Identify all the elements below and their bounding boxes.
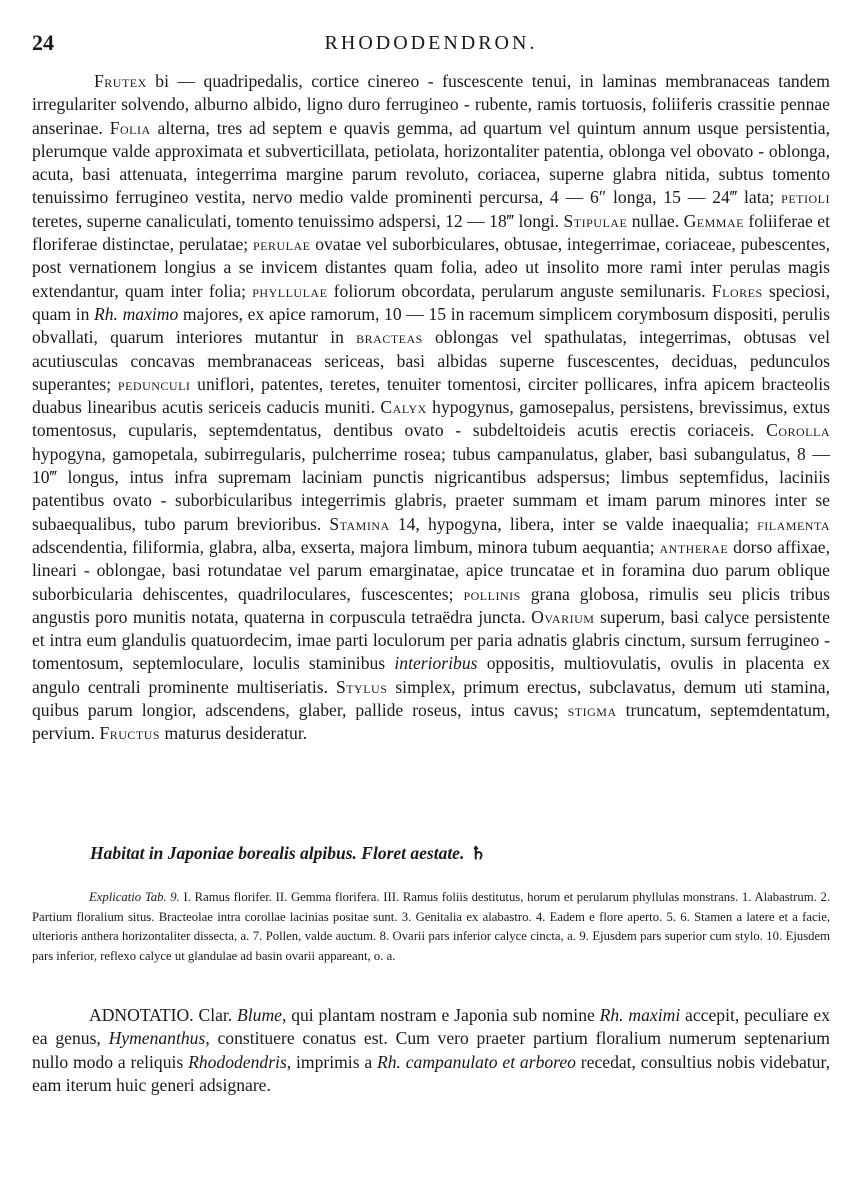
text-segment: grana globosa, rimulis seu plicis tribus angustis poro munitis notata, quaterna in corpuscula tetraëdra juncta. [32, 583, 831, 627]
species-reference: Rh. maximi [599, 1005, 681, 1025]
text-segment: teretes, superne canaliculati, tomento tenuissimo adspersi, 12 — 18‴ longi. [32, 210, 564, 231]
plate-explanation [32, 888, 830, 966]
term-fructus: Fructus [99, 723, 161, 744]
text-segment: truncatum, septemdentatum, pervium. [32, 700, 830, 744]
text-segment: alterna, tres ad septem e quavis gemma, ad quartum vel quintum annum usque persistentia, plerumque valde approximata et subverticillata, petiolata, horizontaliter patentia, oblonga vel obovato - oblonga, acuta, basi attenuata, integerrima margine parum revoluto, coriacea, superne glabra nitida, subtus tomento tenuissimo ferrugineo vestita, nervo medio valde prominenti percursa, 4 — 6″ longa, 15 — 24‴ lata; [32, 117, 830, 208]
text-segment: dorso affixae, lineari - oblongae, basi rotundatae vel parum emarginatae, apice truncatae et in foramina duo parum oblique suborbicularia dehiscentes, quadriloculares, fuscescentes; [32, 536, 830, 604]
text-segment: , constituere conatus est. Cum vero praeter partium floralium numerum septenarium nullo modo a reliquis [32, 1028, 830, 1072]
text-segment: superum, basi calyce persistente et intra eum glandulis quatuordecim, imae parti loculorum per paria adnatis glabris cinctum, sursum ferrugineo - tomentosum, septemloculare, loculis staminibus [32, 606, 830, 674]
habitat-text: Habitat in Japoniae borealis alpibus. Floret aestate. [90, 843, 465, 863]
term-stigma: stigma [567, 700, 617, 721]
text-segment: 14, hypogyna, libera, inter se valde inaequalia; [389, 513, 758, 534]
term-perulae: perulae [252, 234, 311, 255]
text-segment: , qui plantam nostram e Japonia sub nomine [281, 1005, 600, 1025]
italic-term: interioribus [394, 653, 478, 674]
term-petioli: petioli [781, 187, 830, 208]
adnotatio-paragraph [32, 1004, 830, 1097]
explanation-text: I. Ramus florifer. II. Gemma florifera. III. Ramus foliis destitutus, horum et perularum phyllulas monstrans. 1. Alabastrum. 2. Partium floralium situs. Bracteolae intra corollae lacinias positae sunt. 3. Genitalia ex alabastro. 4. Eadem e flore aperto. 5. 6. Stamen a latere et a facie, ulterioris anthera horizontaliter dissecta, a. 7. Pollen, valde auctum. 8. Ovarii pars inferior calyce cincta, a. 9. Ejusdem pars superior cum stylo. 10. Ejusdem pars inferior, reflexo calyce ut glandulae ad basin ovarii appareant, o. a. [32, 890, 830, 963]
running-title: RHODODENDRON. [324, 32, 538, 54]
term-antherae: antherae [659, 536, 729, 557]
text-segment: bi — quadripedalis, cortice cinereo - fuscescente tenui, in laminas membranaceas tandem irregulariter solvendo, alburno albido, ligno duro ferrugineo - rubente, ramis tortuosis, foliiferis crassitie pennae anserinae. [32, 71, 830, 138]
term-stylus: Stylus [335, 676, 388, 697]
text-segment: , imprimis a [286, 1051, 377, 1072]
author-name: Blume [237, 1005, 282, 1025]
text-segment: hypogynus, gamosepalus, persistens, brevissimus, extus tomentosus, cupularis, septemdentatus, dentibus ovato - subdeltoideis acutis erectis coriaceis. [32, 397, 830, 441]
term-ovarium: Ovarium [531, 606, 595, 627]
text-segment: maturus desideratur. [160, 723, 308, 744]
term-flores: Flores [711, 280, 763, 301]
genus-name: Hymenanthus [108, 1028, 206, 1049]
explanation-label: Explicatio Tab. 9. [89, 890, 180, 904]
text-segment: foliorum obcordata, perularum anguste semilunaris. [327, 280, 712, 301]
species-reference: Rh. campanulato et arboreo [376, 1051, 576, 1072]
text-segment: simplex, primum erectus, subclavatus, demum uti stamina, quibus parum longior, adscendens, glaber, pallide roseus, intus cavus; [32, 676, 831, 721]
term-stipulae: Stipulae [563, 210, 628, 231]
text-segment: oblongas vel spathulatas, integerrimas, obtusas vel acutiusculas concavas membranaceas sericeas, basi albidas superne fuscescentes, deciduas, pedunculos superantes; [32, 327, 830, 394]
shrub-symbol-icon: ♄ [470, 843, 487, 863]
text-segment: majores, ex apice ramorum, 10 — 15 in racemum simplicem corymbosum dispositi, perulis obvallati, quarum interiores mutantur in [32, 303, 830, 348]
term-pollinis: pollinis [463, 583, 521, 604]
term-phyllulae: phyllulae [252, 280, 328, 301]
text-segment: recedat, consultius nobis videbatur, eam iterum huic generi adsignare. [32, 1051, 831, 1095]
text-segment: oppositis, multiovulatis, ovulis in placenta ex angulo centrali prominente multiseriatis. [32, 653, 831, 697]
text-segment: uniflori, patentes, teretes, tenuiter tomentosi, circiter pollicares, infra apicem bracteolis duabus linearibus acutis sericeis caducis muniti. [32, 373, 831, 418]
description-paragraph [32, 70, 830, 746]
term-calyx: Calyx [380, 397, 427, 418]
term-pedunculi: pedunculi [117, 373, 191, 394]
text-segment: ovatae vel suborbiculares, obtusae, integerrimae, coriaceae, pubescentes, post vernationem longius a se invicem distantes quam folia, adeo ut insolito more rami inter perulas magis extendantur, quam inter folia; [32, 234, 830, 301]
text-segment: hypogyna, gamopetala, subirregularis, pulcherrime rosea; tubus campanulatus, glaber, basi subangulatus, 8 — 10‴ longus, intus infra supremam laciniam punctis nigricantibus adspersus; limbus septemfidus, laciniis patentibus ovato - suborbicularibus integerrimis glabris, praeter summam et imam parum minores inter se subaequalibus, tubo parum brevioribus. [32, 443, 830, 534]
species-reference: Rh. maximo [94, 303, 179, 324]
term-gemmae: Gemmae [683, 210, 744, 231]
genus-name: Rhododendris [188, 1051, 287, 1072]
text-segment: nullae. [627, 210, 684, 231]
term-frutex: Frutex [94, 71, 147, 91]
text-segment: speciosi, quam in [32, 280, 831, 324]
term-corolla: Corolla [766, 420, 830, 441]
term-bracteas: bracteas [356, 327, 423, 348]
term-folia: Folia [109, 117, 151, 138]
term-stamina: Stamina [329, 513, 390, 534]
page-number: 24 [32, 30, 54, 55]
habitat-line [90, 843, 830, 864]
term-filamenta: filamenta [757, 513, 830, 534]
page-header [32, 30, 830, 58]
text-segment: adscendentia, filiformia, glabra, alba, exserta, majora limbum, minora tubum aequantia; [32, 536, 660, 557]
adnotatio-heading: ADNOTATIO. [89, 1005, 194, 1025]
text-segment: Clar. [193, 1005, 238, 1025]
text-segment: accepit, peculiare ex ea genus, [32, 1005, 830, 1049]
text-segment: foliiferae et floriferae distinctae, perulatae; [32, 210, 830, 255]
